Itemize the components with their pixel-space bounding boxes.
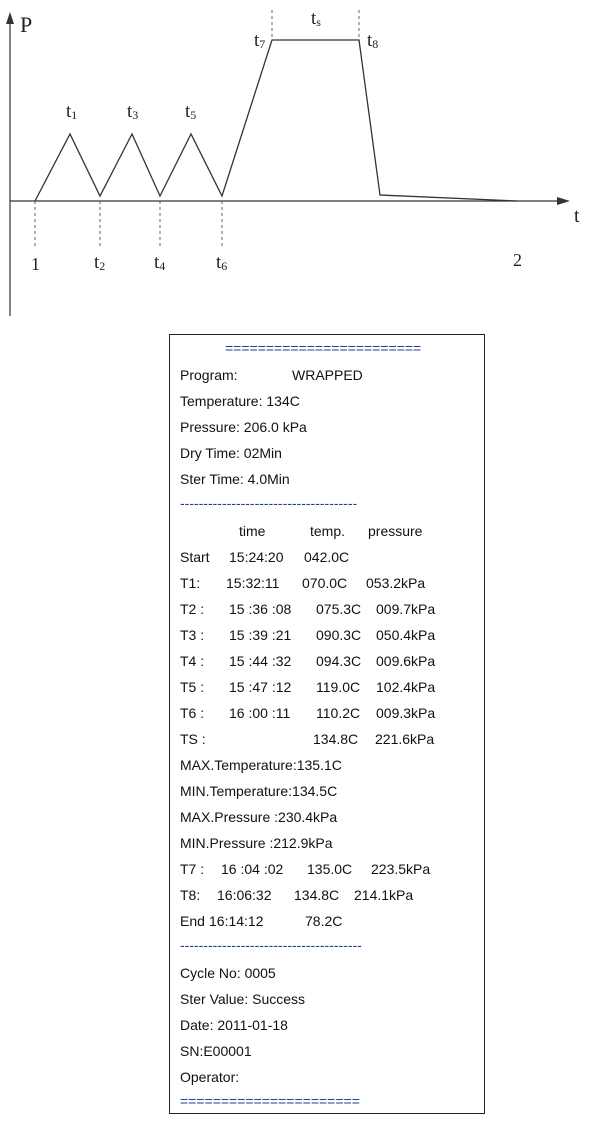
row-t4-label: T4 : xyxy=(180,653,205,669)
label-t7: t7 xyxy=(254,30,266,51)
row-t6-time: 16 :00 :11 xyxy=(229,705,291,721)
row-t6-pressure: 009.3kPa xyxy=(376,705,436,721)
row-t6-label: T6 : xyxy=(180,705,205,721)
row-t1-time: 15:32:11 xyxy=(226,575,280,591)
y-axis-label: P xyxy=(20,12,33,37)
program-label: Program: xyxy=(180,367,238,383)
label-t1: t1 xyxy=(66,101,78,122)
row-t2-time: 15 :36 :08 xyxy=(229,601,292,617)
min-temperature-line: MIN.Temperature:134.5C xyxy=(180,783,338,799)
row-ts-temp: 134.8C xyxy=(313,731,359,747)
row-t1-label: T1: xyxy=(180,575,201,591)
row-end-label: End xyxy=(180,913,205,929)
sterilization-printout xyxy=(169,334,485,1114)
serial-number-line: SN:E00001 xyxy=(180,1043,252,1059)
row-t2-pressure: 009.7kPa xyxy=(376,601,436,617)
header-pressure: pressure xyxy=(368,523,423,539)
label-end-2: 2 xyxy=(513,250,522,270)
header-temp: temp. xyxy=(310,523,346,539)
row-t5-time: 15 :47 :12 xyxy=(229,679,292,695)
row-end-temp: 78.2C xyxy=(305,913,343,929)
row-end-time: 16:14:12 xyxy=(209,913,264,929)
row-t7-temp: 135.0C xyxy=(307,861,353,877)
label-t6: t6 xyxy=(216,252,228,273)
row-t7-label: T7 : xyxy=(180,861,205,877)
row-t1-temp: 070.0C xyxy=(302,575,348,591)
x-axis-label: t xyxy=(574,205,580,227)
row-t4-time: 15 :44 :32 xyxy=(229,653,292,669)
row-t5-pressure: 102.4kPa xyxy=(376,679,436,695)
label-t2: t2 xyxy=(94,252,106,273)
pressure-line: Pressure: 206.0 kPa xyxy=(180,419,307,435)
cycle-no-line: Cycle No: 0005 xyxy=(180,965,276,981)
row-t8-time: 16:06:32 xyxy=(217,887,272,903)
date-line: Date: 2011-01-18 xyxy=(180,1017,288,1033)
y-axis-arrow xyxy=(6,12,14,24)
row-t8-temp: 134.8C xyxy=(294,887,340,903)
row-t8-pressure: 214.1kPa xyxy=(354,887,414,903)
operator-line: Operator: xyxy=(180,1069,240,1085)
row-t2-temp: 075.3C xyxy=(316,601,362,617)
row-t8-label: T8: xyxy=(180,887,201,903)
ster-time-line: Ster Time: 4.0Min xyxy=(180,471,290,487)
row-ts-pressure: 221.6kPa xyxy=(375,731,435,747)
row-t3-pressure: 050.4kPa xyxy=(376,627,436,643)
row-t4-temp: 094.3C xyxy=(316,653,362,669)
row-start-label: Start xyxy=(180,549,210,565)
label-ts: ts xyxy=(311,8,321,29)
ster-value-line: Ster Value: Success xyxy=(180,991,306,1007)
max-temperature-line: MAX.Temperature:135.1C xyxy=(180,757,342,773)
separator-bottom: ====================== xyxy=(180,1093,360,1109)
pressure-curve xyxy=(35,40,517,201)
row-t3-temp: 090.3C xyxy=(316,627,362,643)
separator-dash-1: -------------------------------------- xyxy=(180,495,358,511)
label-t3: t3 xyxy=(127,101,139,122)
separator-top: ======================== xyxy=(225,340,422,356)
row-start-time: 15:24:20 xyxy=(229,549,284,565)
row-t4-pressure: 009.6kPa xyxy=(376,653,436,669)
row-start-temp: 042.0C xyxy=(304,549,350,565)
row-t3-label: T3 : xyxy=(180,627,205,643)
header-time: time xyxy=(239,523,266,539)
row-t5-label: T5 : xyxy=(180,679,205,695)
min-pressure-line: MIN.Pressure :212.9kPa xyxy=(180,835,333,851)
row-t2-label: T2 : xyxy=(180,601,205,617)
row-t5-temp: 119.0C xyxy=(316,679,361,695)
row-t7-pressure: 223.5kPa xyxy=(371,861,431,877)
max-pressure-line: MAX.Pressure :230.4kPa xyxy=(180,809,338,825)
label-start-1: 1 xyxy=(31,254,40,274)
pressure-time-diagram xyxy=(0,0,609,320)
row-t6-temp: 110.2C xyxy=(316,705,361,721)
x-axis-arrow xyxy=(557,197,570,205)
label-t5: t5 xyxy=(185,101,197,122)
temperature-line: Temperature: 134C xyxy=(180,393,300,409)
program-value: WRAPPED xyxy=(292,367,363,383)
dry-time-line: Dry Time: 02Min xyxy=(180,445,282,461)
row-t3-time: 15 :39 :21 xyxy=(229,627,292,643)
label-t4: t4 xyxy=(154,252,166,273)
row-t7-time: 16 :04 :02 xyxy=(221,861,284,877)
row-ts-label: TS : xyxy=(180,731,206,747)
label-t8: t8 xyxy=(367,30,379,51)
row-t1-pressure: 053.2kPa xyxy=(366,575,426,591)
separator-dash-2: --------------------------------------- xyxy=(180,937,362,953)
